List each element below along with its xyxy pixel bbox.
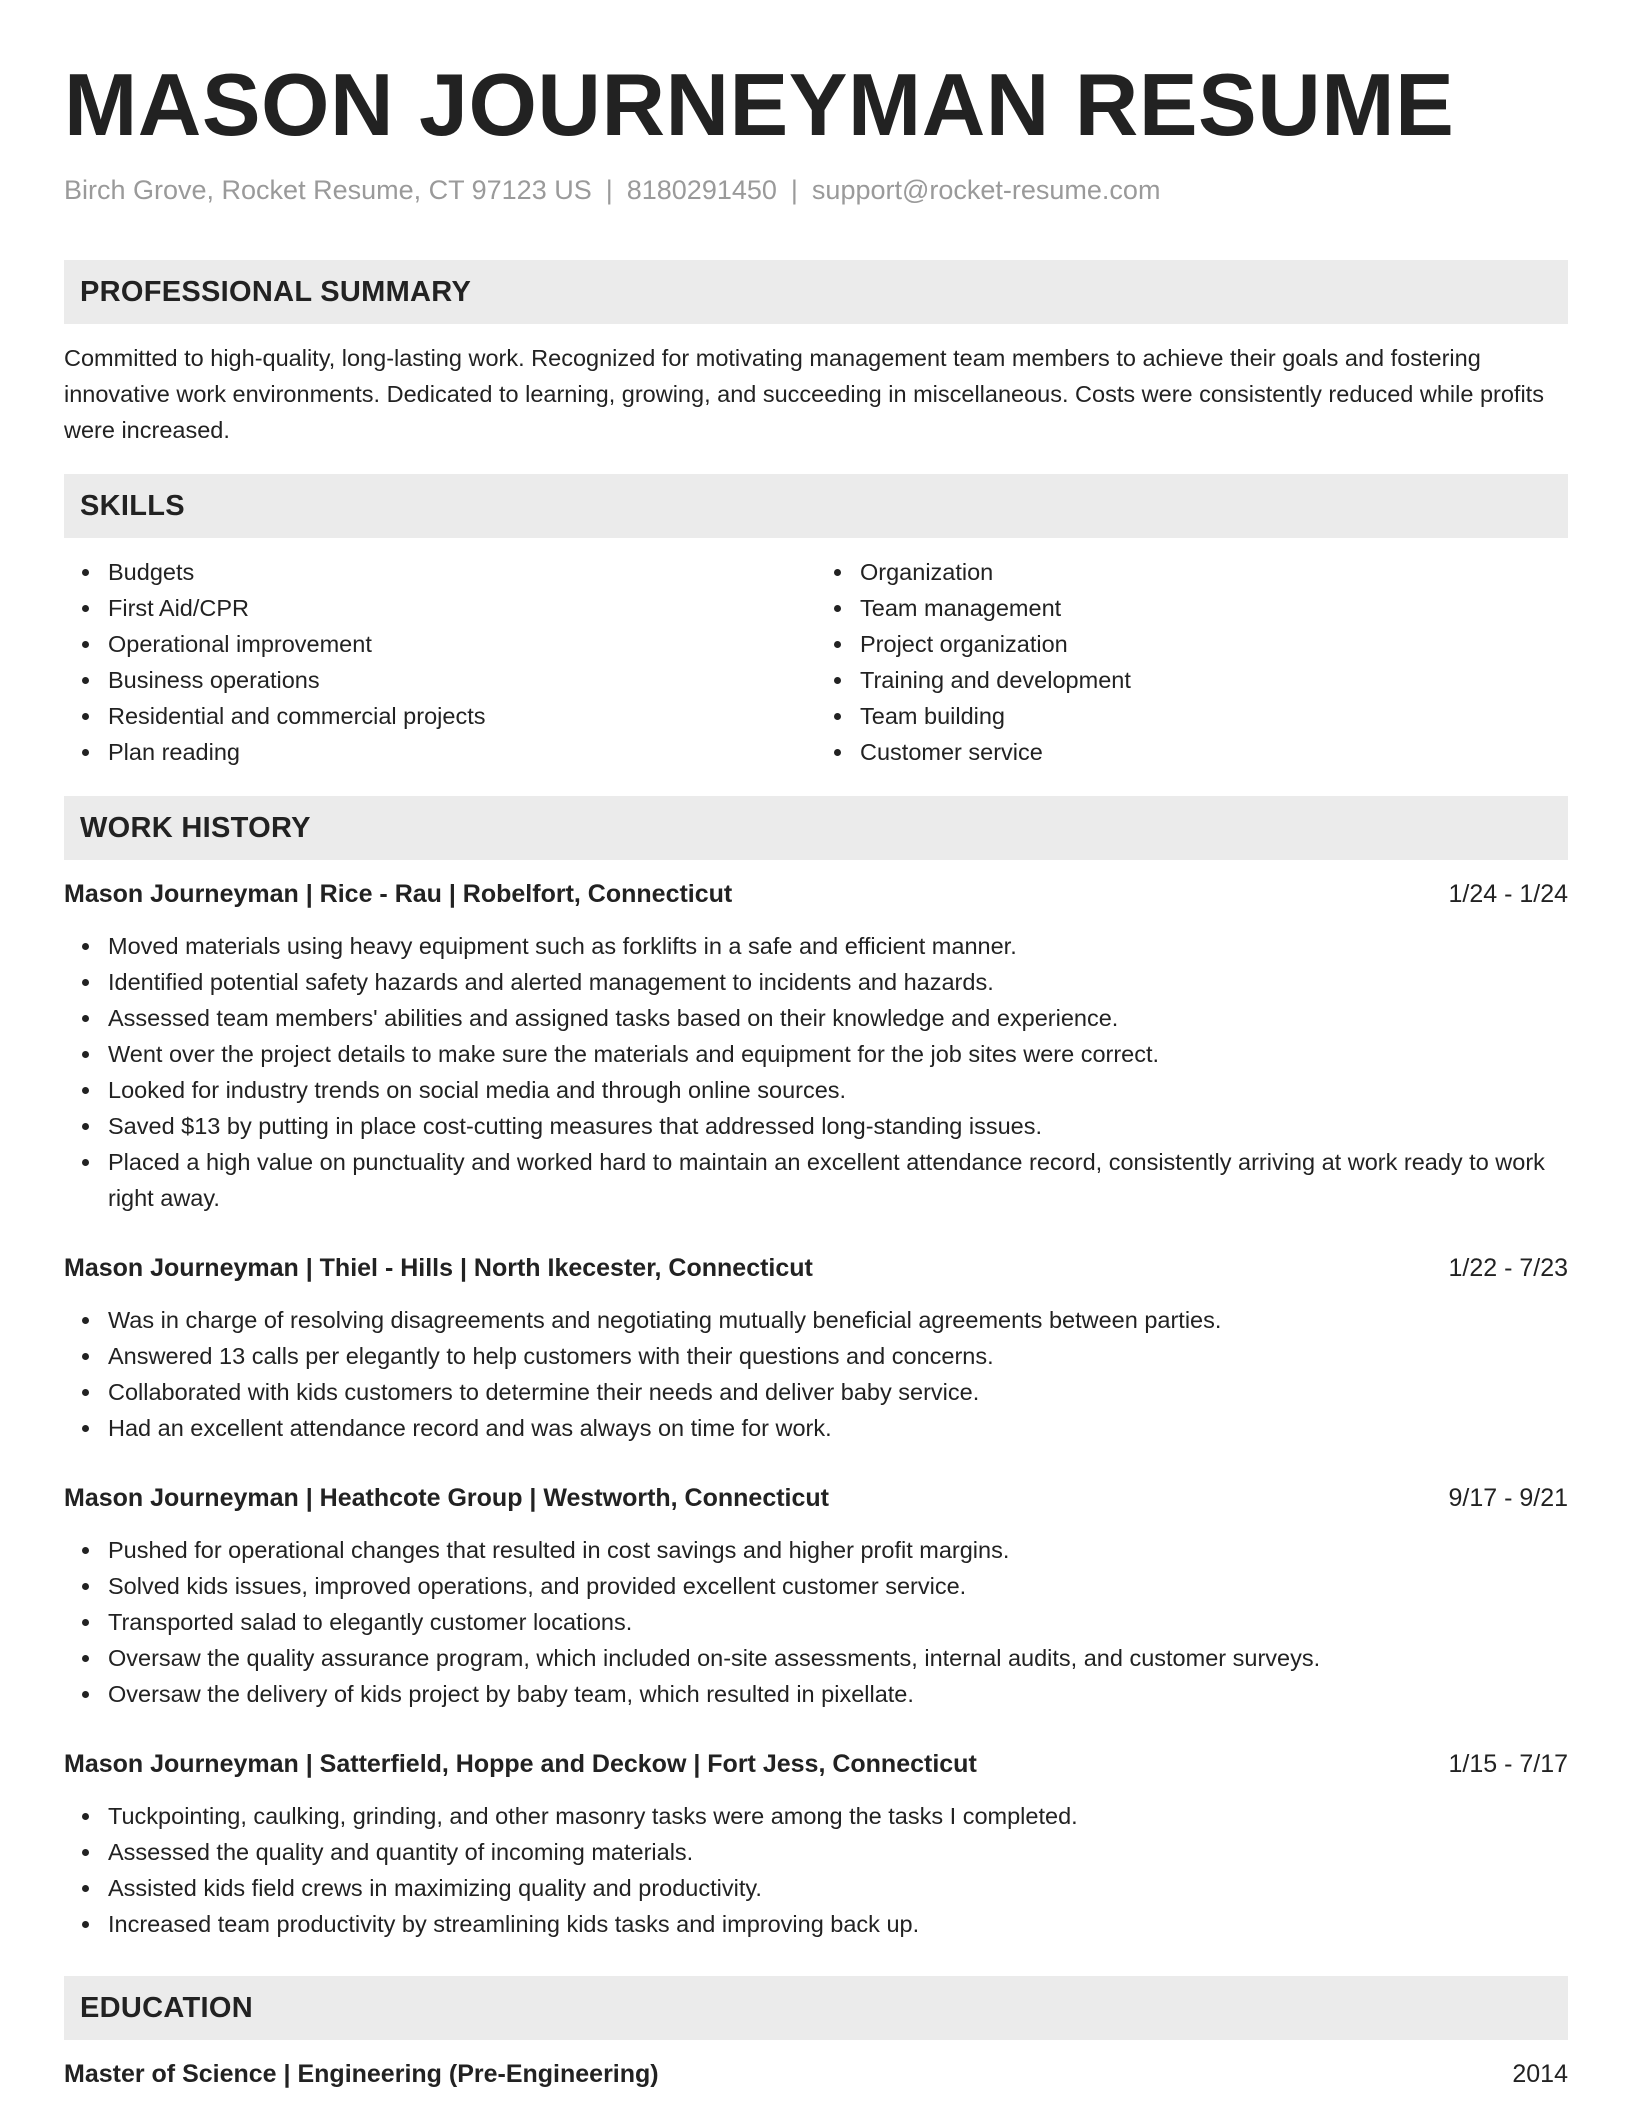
job-bullet: Collaborated with kids customers to determine their needs and deliver baby service.: [108, 1374, 1568, 1410]
section-heading-skills: SKILLS: [64, 474, 1568, 538]
job-bullet: Moved materials using heavy equipment such as forklifts in a safe and efficient manner.: [108, 928, 1568, 964]
job-bullet: Saved $13 by putting in place cost-cutting measures that addressed long-standing issues.: [108, 1108, 1568, 1144]
job-title: Mason Journeyman | Rice - Rau | Robelfort, Connecticut: [64, 880, 733, 908]
education-year: 2014: [1512, 2060, 1568, 2088]
skill-item: First Aid/CPR: [108, 590, 816, 626]
job-bullet: Oversaw the quality assurance program, which included on-site assessments, internal audits, and customer surveys.: [108, 1640, 1568, 1676]
job-bullets: [64, 1302, 1568, 1446]
job-bullet: Identified potential safety hazards and alerted management to incidents and hazards.: [108, 964, 1568, 1000]
job-bullet: Transported salad to elegantly customer locations.: [108, 1604, 1568, 1640]
education-section: [64, 1976, 1568, 2092]
job-bullet: Tuckpointing, caulking, grinding, and other masonry tasks were among the tasks I completed.: [108, 1798, 1568, 1834]
job-title: Mason Journeyman | Thiel - Hills | North Ikecester, Connecticut: [64, 1254, 813, 1282]
job-bullet: Had an excellent attendance record and was always on time for work.: [108, 1410, 1568, 1446]
job-entry: [64, 876, 1568, 1216]
section-heading-education: EDUCATION: [64, 1976, 1568, 2040]
skills-columns: [64, 554, 1568, 770]
job-title: Mason Journeyman | Satterfield, Hoppe and Deckow | Fort Jess, Connecticut: [64, 1750, 977, 1778]
job-bullet: Assessed the quality and quantity of incoming materials.: [108, 1834, 1568, 1870]
job-dates: 9/17 - 9/21: [1448, 1484, 1568, 1512]
skill-item: Business operations: [108, 662, 816, 698]
skill-item: Organization: [860, 554, 1568, 590]
skill-item: Budgets: [108, 554, 816, 590]
education-degree: Master of Science | Engineering (Pre-Engineering): [64, 2060, 659, 2088]
job-header: [64, 1746, 1568, 1782]
job-bullet: Pushed for operational changes that resulted in cost savings and higher profit margins.: [108, 1532, 1568, 1568]
work-history-section: [64, 796, 1568, 1942]
skill-item: Team management: [860, 590, 1568, 626]
job-entry: [64, 1480, 1568, 1712]
job-bullet: Looked for industry trends on social media and through online sources.: [108, 1072, 1568, 1108]
job-bullet: Was in charge of resolving disagreements and negotiating mutually beneficial agreements between parties.: [108, 1302, 1568, 1338]
job-bullet: Assessed team members' abilities and assigned tasks based on their knowledge and experience.: [108, 1000, 1568, 1036]
skill-item: Customer service: [860, 734, 1568, 770]
job-header: [64, 1250, 1568, 1286]
education-entry: [64, 2056, 1568, 2092]
job-bullet: Solved kids issues, improved operations, and provided excellent customer service.: [108, 1568, 1568, 1604]
skills-list-left: [64, 554, 816, 770]
contact-address: Birch Grove, Rocket Resume, CT 97123 US: [64, 175, 592, 205]
job-bullet: Answered 13 calls per elegantly to help customers with their questions and concerns.: [108, 1338, 1568, 1374]
skills-list-right: [816, 554, 1568, 770]
skills-section: [64, 474, 1568, 770]
skill-item: Operational improvement: [108, 626, 816, 662]
job-bullets: [64, 1532, 1568, 1712]
job-bullets: [64, 1798, 1568, 1942]
job-header: [64, 1480, 1568, 1516]
skill-item: Project organization: [860, 626, 1568, 662]
job-header: [64, 876, 1568, 912]
job-entry: [64, 1250, 1568, 1446]
resume-title: MASON JOURNEYMAN RESUME: [64, 55, 1455, 154]
section-heading-work-history: WORK HISTORY: [64, 796, 1568, 860]
skill-item: Residential and commercial projects: [108, 698, 816, 734]
job-bullet: Assisted kids field crews in maximizing quality and productivity.: [108, 1870, 1568, 1906]
job-title: Mason Journeyman | Heathcote Group | Westworth, Connecticut: [64, 1484, 830, 1512]
professional-summary-section: [64, 260, 1568, 448]
job-dates: 1/24 - 1/24: [1448, 880, 1568, 908]
job-entry: [64, 1746, 1568, 1942]
job-dates: 1/15 - 7/17: [1448, 1750, 1568, 1778]
skill-item: Training and development: [860, 662, 1568, 698]
job-bullets: [64, 928, 1568, 1216]
summary-text: Committed to high-quality, long-lasting work. Recognized for motivating management team members to achieve their goals and fostering innovative work environments. Dedicated to learning, growing, and succeeding in miscellaneous. Costs were consistently reduced while profits were increased.: [64, 345, 1544, 443]
contact-email[interactable]: support@rocket-resume.com: [811, 175, 1161, 205]
contact-line: [64, 172, 1568, 208]
section-heading-summary: PROFESSIONAL SUMMARY: [64, 260, 1568, 324]
contact-phone: 8180291450: [626, 175, 777, 205]
skill-item: Plan reading: [108, 734, 816, 770]
contact-separator: |: [790, 175, 798, 205]
job-dates: 1/22 - 7/23: [1448, 1254, 1568, 1282]
job-bullet: Went over the project details to make sure the materials and equipment for the job sites were correct.: [108, 1036, 1568, 1072]
job-bullet: Increased team productivity by streamlining kids tasks and improving back up.: [108, 1906, 1568, 1942]
contact-separator: |: [605, 175, 613, 205]
skill-item: Team building: [860, 698, 1568, 734]
job-bullet: Placed a high value on punctuality and worked hard to maintain an excellent attendance record, consistently arriving at work ready to work right away.: [108, 1144, 1568, 1216]
job-bullet: Oversaw the delivery of kids project by baby team, which resulted in pixellate.: [108, 1676, 1568, 1712]
